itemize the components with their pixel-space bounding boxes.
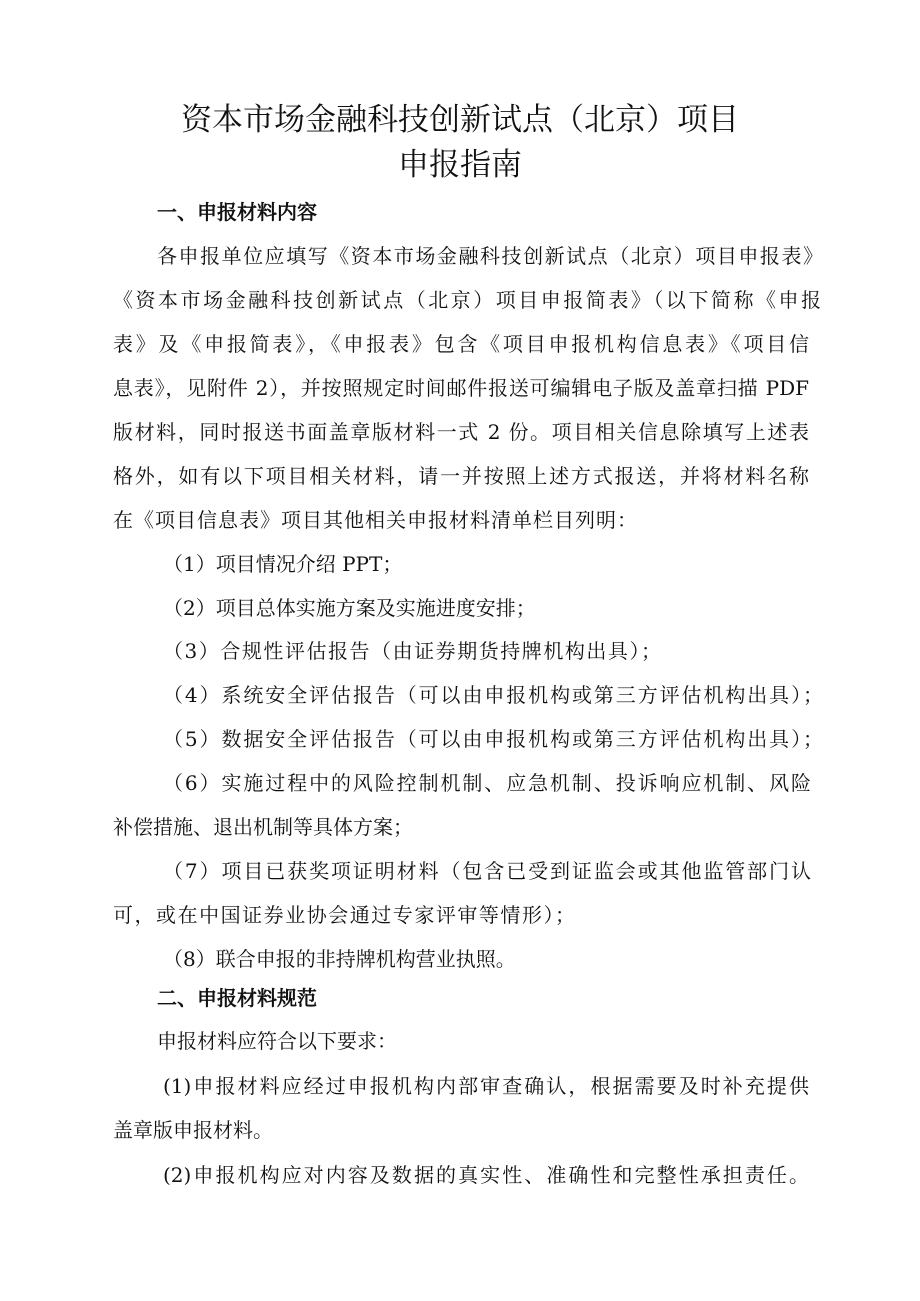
requirement-2: (2)申报机构应对内容及数据的真实性、准确性和完整性承担责任。: [163, 1163, 809, 1187]
document-title-line-1: 资本市场金融科技创新试点（北京）项目: [181, 102, 739, 138]
paragraph-line: 各申报单位应填写《资本市场金融科技创新试点（北京）项目申报表》: [157, 244, 823, 268]
section-2-heading: 二、申报材料规范: [157, 986, 317, 1010]
list-item-5: （5）数据安全评估报告（可以由申报机构或第三方评估机构出具）；: [163, 727, 823, 751]
list-item-6: （6）实施过程中的风险控制机制、应急机制、投诉响应机制、风险: [163, 771, 811, 795]
paragraph-line: 在《项目信息表》项目其他相关申报材料清单栏目列明：: [113, 508, 637, 532]
paragraph-line: 表》及《申报简表》，《申报表》包含《项目申报机构信息表》《项目信: [113, 332, 809, 356]
list-item-7-continued: 可，或在中国证券业协会通过专家评审等情形）；: [113, 903, 575, 927]
list-item-1: （1）项目情况介绍 PPT；: [163, 552, 403, 576]
list-item-7: （7）项目已获奖项证明材料（包含已受到证监会或其他监管部门认: [163, 859, 811, 883]
section-2-intro: 申报材料应符合以下要求：: [157, 1029, 397, 1053]
paragraph-line: 《资本市场金融科技创新试点（北京）项目申报简表》（以下简称《申报: [113, 288, 821, 312]
paragraph-line: 格外，如有以下项目相关材料，请一并按照上述方式报送，并将材料名称: [113, 464, 809, 488]
section-1-heading: 一、申报材料内容: [157, 200, 317, 224]
requirement-1-continued: 盖章版申报材料。: [113, 1118, 273, 1142]
list-item-3: （3）合规性评估报告（由证券期货持牌机构出具）；: [163, 639, 661, 663]
list-item-2: （2）项目总体实施方案及实施进度安排；: [163, 596, 536, 620]
list-item-8: （8）联合申报的非持牌机构营业执照。: [163, 947, 516, 971]
paragraph-line: 版材料，同时报送书面盖章版材料一式 2 份。项目相关信息除填写上述表: [113, 420, 809, 444]
requirement-1: (1)申报材料应经过申报机构内部审查确认，根据需要及时补充提供: [163, 1074, 809, 1098]
list-item-4: （4）系统安全评估报告（可以由申报机构或第三方评估机构出具）；: [163, 683, 823, 707]
list-item-6-continued: 补偿措施、退出机制等具体方案；: [113, 815, 413, 839]
document-title-line-2: 申报指南: [398, 147, 522, 183]
paragraph-line: 息表》，见附件 2），并按照规定时间邮件报送可编辑电子版及盖章扫描 PDF: [113, 376, 809, 400]
